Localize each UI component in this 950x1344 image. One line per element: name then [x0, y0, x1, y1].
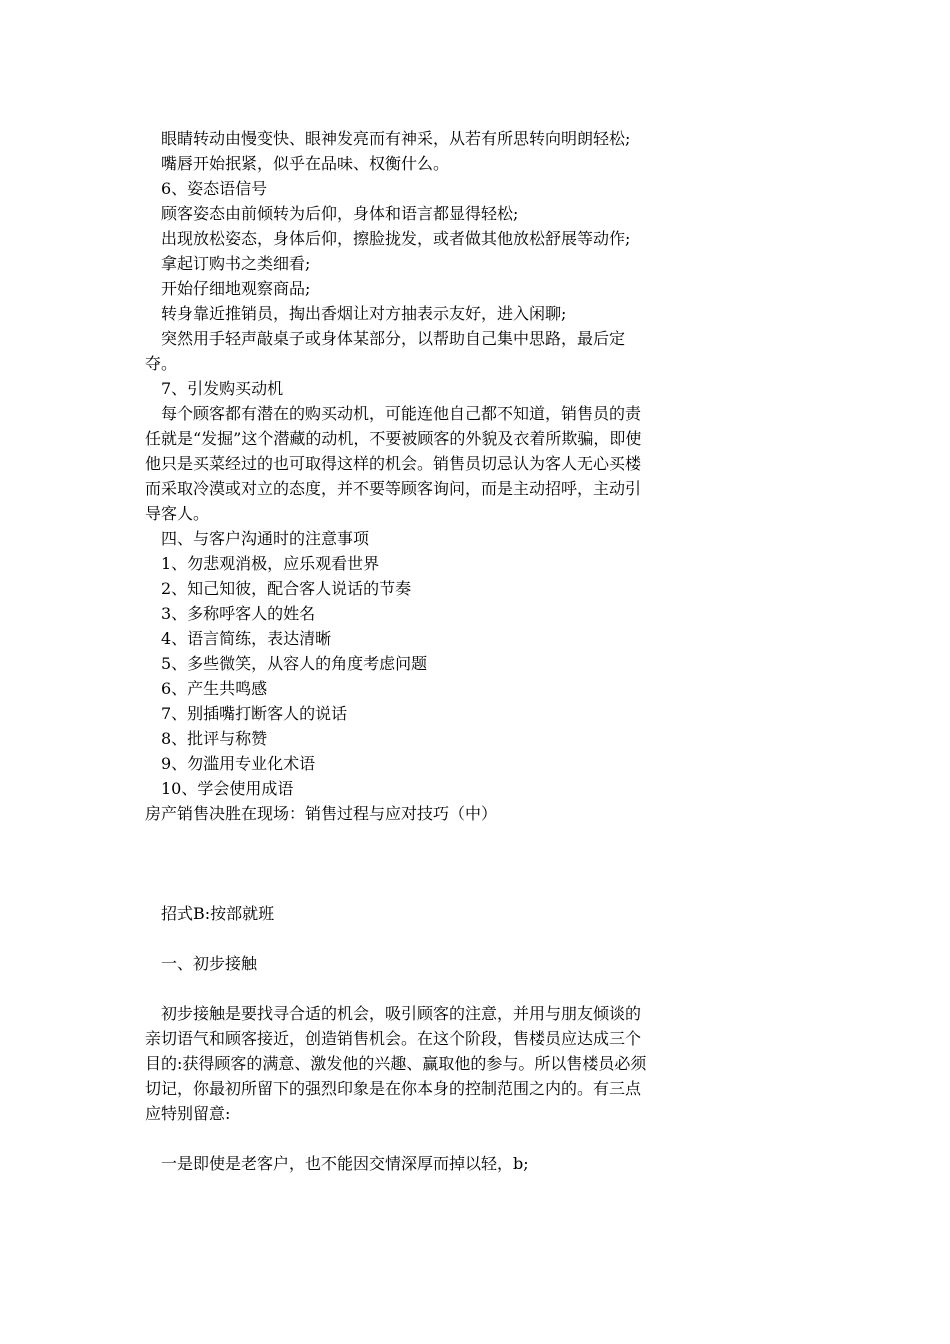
spacer [145, 826, 650, 901]
paragraph-lip-signal: 嘴唇开始抿紧，似乎在品味、权衡什么。 [161, 154, 450, 173]
list-item: 5、多些微笑，从容人的角度考虑问题 [161, 654, 428, 673]
list-item: 8、批评与称赞 [161, 729, 268, 748]
body-paragraph: 初步接触是要找寻合适的机会，吸引顾客的注意，并用与朋友倾谈的亲切语气和顾客接近，创造销售机会。在这个阶段，售楼员应达成三个目的:获得顾客的满意、激发他的兴趣、赢取他的参与。所以售楼员必须切记，你最初所留下的强烈印象是在你本身的控制范围之内的。有三点应特别留意: [145, 1004, 647, 1123]
list-item: 10、学会使用成语 [161, 779, 294, 798]
paragraph-order-book: 拿起订购书之类细看; [161, 254, 311, 273]
paragraph-observe-goods: 开始仔细地观察商品; [161, 279, 311, 298]
paragraph-approach-salesman: 转身靠近推销员，掏出香烟让对方抽表示友好，进入闲聊; [161, 304, 567, 323]
spacer [145, 1126, 650, 1151]
list-item: 9、勿滥用专业化术语 [161, 754, 316, 773]
section-heading: 招式B:按部就班 [161, 904, 275, 923]
paragraph-relaxed-posture: 出现放松姿态，身体后仰，擦脸拢发，或者做其他放松舒展等动作; [161, 229, 631, 248]
document-body [145, 126, 650, 1176]
list-item: 4、语言简练，表达清晰 [161, 629, 332, 648]
heading-communication-notes: 四、与客户沟通时的注意事项 [161, 529, 370, 548]
article-title: 房产销售决胜在现场：销售过程与应对技巧（中） [145, 804, 498, 823]
paragraph-tap-table: 突然用手轻声敲桌子或身体某部分，以帮助自己集中思路，最后定夺。 [145, 329, 626, 373]
list-item: 2、知己知彼，配合客人说话的节奏 [161, 579, 412, 598]
list-item: 7、别插嘴打断客人的说话 [161, 704, 348, 723]
list-item: 6、产生共鸣感 [161, 679, 268, 698]
list-item: 3、多称呼客人的姓名 [161, 604, 316, 623]
subsection-heading: 一、初步接触 [161, 954, 258, 973]
spacer [145, 976, 650, 1001]
heading-posture-signal: 6、姿态语信号 [161, 179, 268, 198]
heading-purchase-motive: 7、引发购买动机 [161, 379, 284, 398]
list-item: 1、勿悲观消极，应乐观看世界 [161, 554, 380, 573]
paragraph-eye-signal: 眼睛转动由慢变快、眼神发亮而有神采，从若有所思转向明朗轻松; [161, 129, 631, 148]
paragraph-purchase-motive: 每个顾客都有潜在的购买动机，可能连他自己都不知道，销售员的责任就是“发掘”这个潜藏的动机，不要被顾客的外貌及衣着所欺骗，即使他只是买菜经过的也可取得这样的机会。销售员切忌认为客人无心买楼而采取冷漠或对立的态度，并不要等顾客询问，而是主动招呼，主动引导客人。 [145, 404, 642, 523]
paragraph-posture-lean: 顾客姿态由前倾转为后仰，身体和语言都显得轻松; [161, 204, 519, 223]
last-line: 一是即使是老客户，也不能因交情深厚而掉以轻，b; [161, 1154, 529, 1173]
spacer [145, 926, 650, 951]
